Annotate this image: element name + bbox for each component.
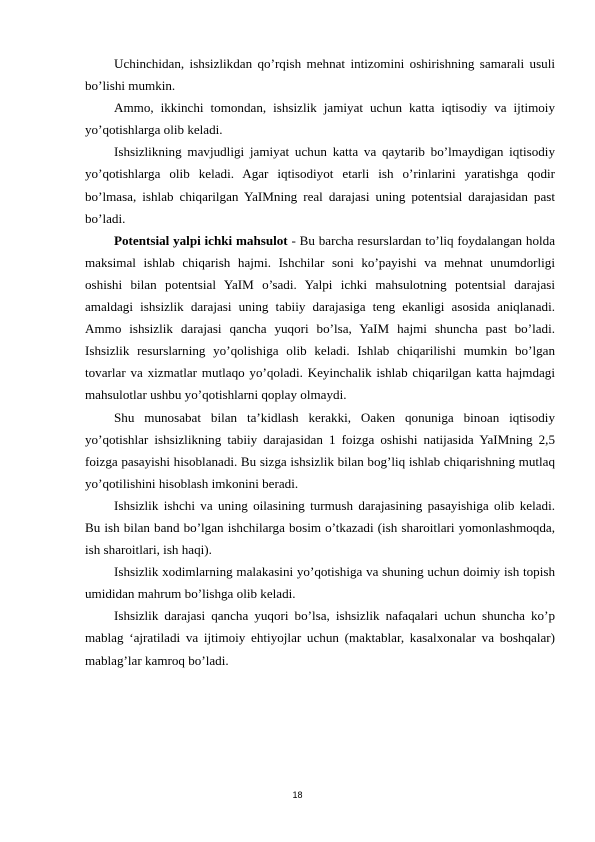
paragraph-text: Ishsizlik darajasi qancha yuqori bo’lsa, ishsizlik nafaqalari uchun shuncha ko’p mablag ‘ajratiladi va ijtimoiy ehtiyojlar uchun (maktablar, kasalxonalar va boshqalar) mablag’lar kamroq bo’ladi. — [85, 608, 555, 668]
paragraph-7 — [85, 561, 555, 605]
paragraph-6 — [85, 495, 555, 561]
paragraph-4 — [85, 230, 555, 407]
paragraph-3 — [85, 141, 555, 229]
paragraph-2 — [85, 97, 555, 141]
paragraph-1 — [85, 53, 555, 97]
paragraph-text: Ammo, ikkinchi tomondan, ishsizlik jamiyat uchun katta iqtisodiy va ijtimoiy yo’qotishlarga olib keladi. — [85, 100, 555, 138]
paragraph-text: Ishsizlik xodimlarning malakasini yo’qotishiga va shuning uchun doimiy ish topish umididan mahrum bo’lishga olib keladi. — [85, 564, 555, 602]
paragraph-5 — [85, 407, 555, 495]
bold-term: Potentsial yalpi ichki mahsulot — [114, 232, 288, 248]
paragraph-text: Uchinchidan, ishsizlikdan qo’rqish mehnat intizomini oshirishning samarali usuli bo’lishi mumkin. — [85, 56, 555, 94]
paragraph-8 — [85, 605, 555, 671]
page-number: 18 — [292, 790, 303, 800]
paragraph-text: Ishsizlikning mavjudligi jamiyat uchun katta va qaytarib bo’lmaydigan iqtisodiy yo’qotishlarga olib keladi. Agar iqtisodiyot etarli ish o’rinlarini yaratishga qodir bo’lmasa, ishlab chiqarilgan YaIMning real darajasi uning potentsial darajasidan past bo’ladi. — [85, 144, 555, 226]
paragraph-text: Shu munosabat bilan ta’kidlash kerakki, Oaken qonuniga binoan iqtisodiy yo’qotishlar ishsizlikning tabiiy darajasidan 1 foizga oshishi natijasida YaIMning 2,5 foizga pasayishi hisoblanadi. Bu sizga ishsizlik bilan bog’liq ishlab chiqarishning mutlaq yo’qotilishini hisoblash imkonini beradi. — [85, 409, 555, 491]
paragraph-text: - Bu barcha resurslardan to’liq foydalangan holda maksimal ishlab chiqarish hajmi. Ishchilar soni ko’payishi va mehnat unumdorligi oshishi bilan potentsial YaIM o’sadi. Yalpi ichki mahsulotning potentsial darajasi amaldagi ishsizlik darajasi uning tabiiy darajasiga teng ekanligi asosida aniqlanadi. Ammo ishsizlik darajasi qancha yuqori bo’lsa, YaIM hajmi shuncha past bo’ladi. Ishsizlik resurslarning yo’qolishiga olib keladi. Ishlab chiqarilishi mumkin bo’lgan tovarlar va xizmatlar mutlaqo yo’qoladi. Keyinchalik ishlab chiqarilgan katta hajmdagi mahsulotlar ushbu yo’qotishlarni qoplay olmaydi. — [85, 232, 556, 403]
document-body — [85, 53, 555, 672]
paragraph-text: Ishsizlik ishchi va uning oilasining turmush darajasining pasayishiga olib keladi. Bu ish bilan band bo’lgan ishchilarga bosim o’tkazadi (ish sharoitlari yomonlashmoqda, ish sharoitlari, ish haqi). — [85, 497, 555, 558]
